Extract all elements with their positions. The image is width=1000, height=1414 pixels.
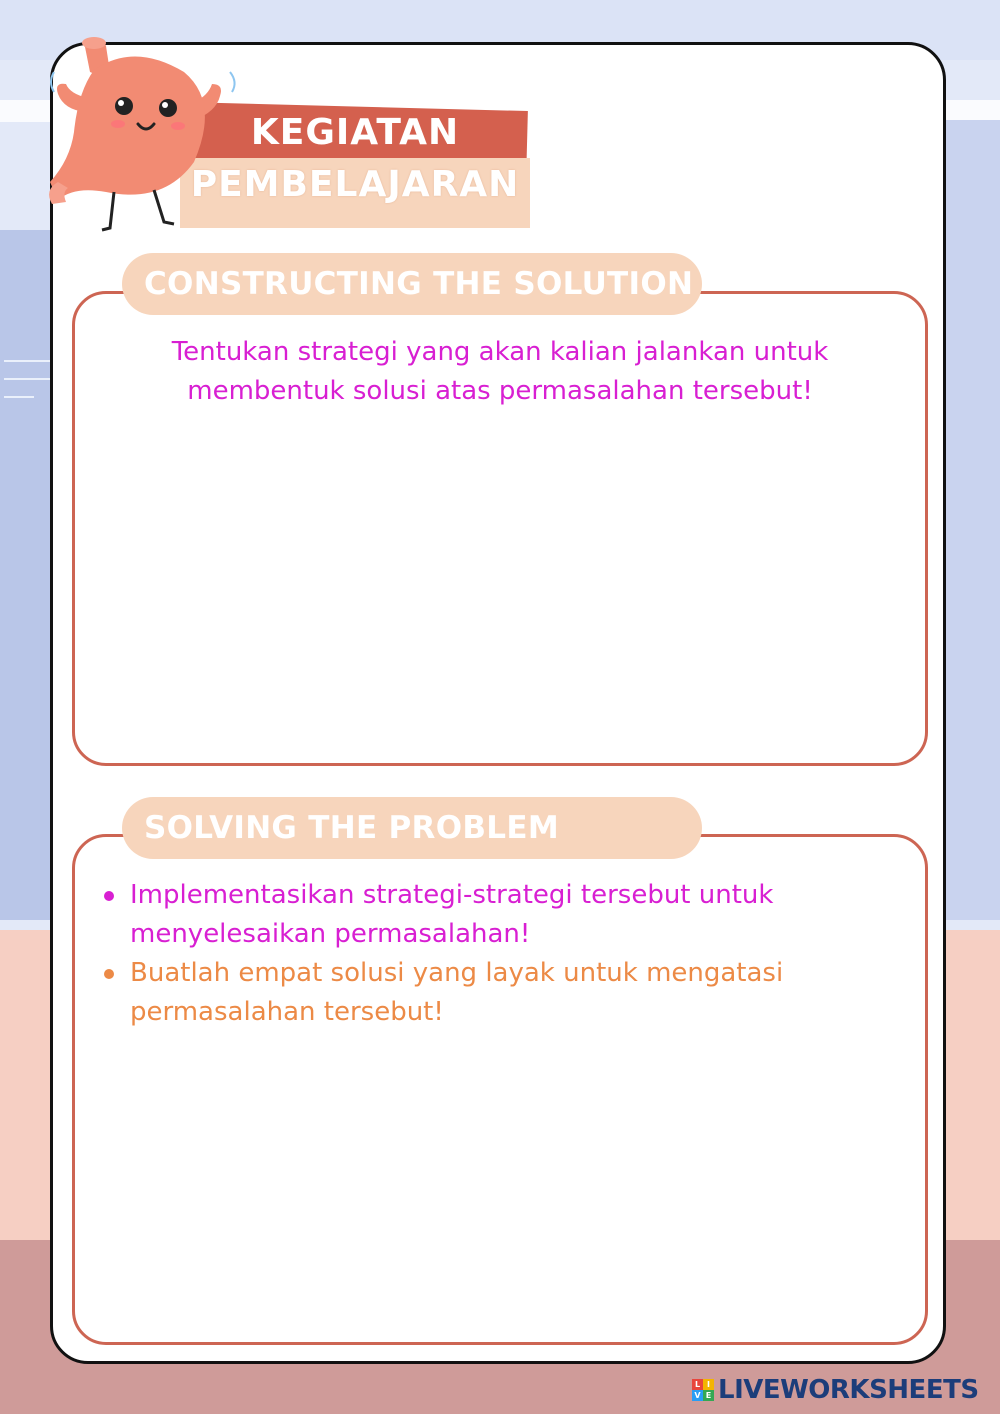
list-item-text: Buatlah empat solusi yang layak untuk mengatasi permasalahan tersebut! <box>130 958 784 1027</box>
page-title-line2: PEMBELAJARAN <box>190 164 520 205</box>
solving-problem-tab: SOLVING THE PROBLEM <box>122 797 702 859</box>
background-line <box>4 378 50 380</box>
background-line <box>4 360 50 362</box>
list-item <box>100 876 880 954</box>
page-title-line1: KEGIATAN <box>250 112 460 153</box>
list-item-text: Implementasikan strategi-strategi tersebut untuk menyelesaikan permasalahan! <box>130 880 774 949</box>
solving-problem-list <box>100 876 880 1032</box>
liveworksheets-watermark[interactable] <box>692 1374 979 1406</box>
stomach-mascot-icon <box>44 32 244 237</box>
logo-letter: V <box>692 1390 703 1401</box>
logo-letter: E <box>703 1390 714 1401</box>
liveworksheets-logo-icon <box>692 1379 714 1401</box>
constructing-solution-tab: CONSTRUCTING THE SOLUTION <box>122 253 702 315</box>
bullet-icon <box>104 969 114 979</box>
watermark-text: LIVEWORKSHEETS <box>718 1375 979 1405</box>
constructing-solution-instruction: Tentukan strategi yang akan kalian jalankan untuk membentuk solusi atas permasalahan tersebut! <box>171 337 829 406</box>
list-item <box>100 954 880 1032</box>
logo-letter: L <box>692 1379 703 1390</box>
background-line <box>4 396 34 398</box>
bullet-icon <box>104 891 114 901</box>
logo-letter: I <box>703 1379 714 1390</box>
background-board-right <box>940 120 1000 920</box>
